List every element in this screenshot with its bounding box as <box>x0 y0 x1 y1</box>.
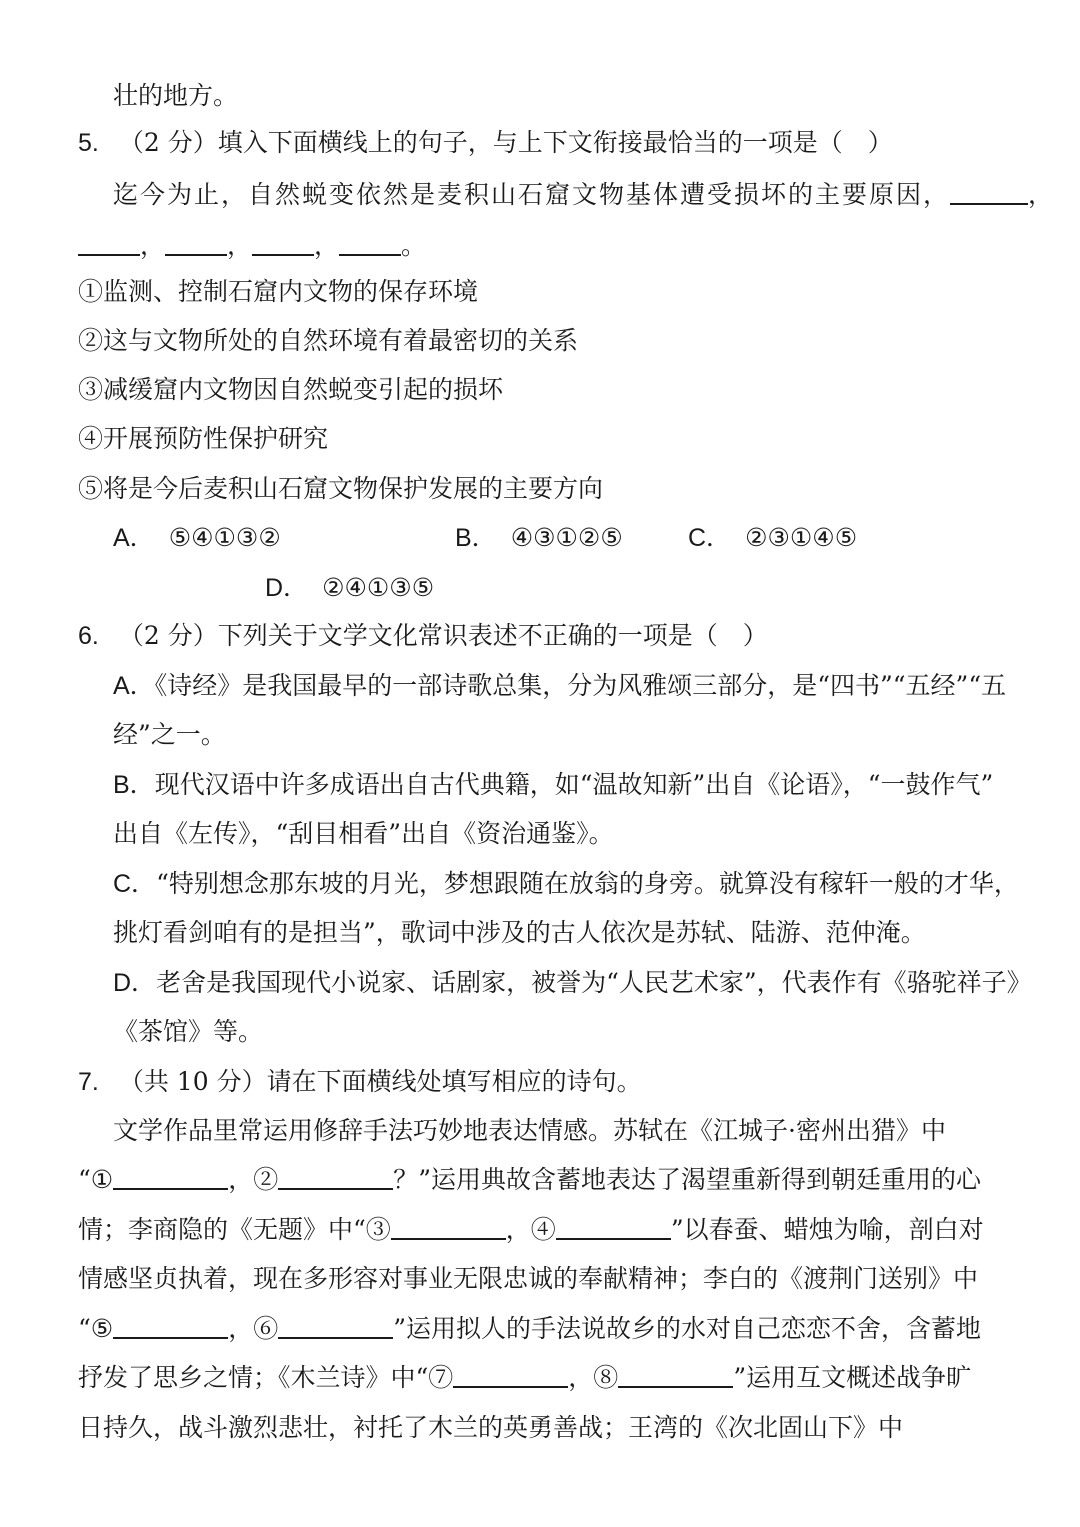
question-number: 7. <box>78 1068 99 1096</box>
q6-option-d-line1[interactable] <box>113 965 1032 1001</box>
option-letter: B． <box>455 524 497 552</box>
q7-paragraph-line1: 文学作品里常运用修辞手法巧妙地表达情感。苏轼在《江城子·密州出猎》中 <box>113 1116 946 1145</box>
q6-option-d-line2: 《茶馆》等。 <box>113 1017 264 1046</box>
option-text: “特别想念那东坡的月光，梦想跟随在放翁的身旁。就算没有稼轩一般的才华， <box>156 869 1019 898</box>
option-text: ⑤④①③② <box>168 523 281 552</box>
option-a[interactable] <box>113 520 281 556</box>
option-letter: C． <box>688 524 732 552</box>
answer-blank <box>339 230 401 256</box>
question-number: 5. <box>78 129 99 157</box>
option-letter: A． <box>113 672 155 700</box>
option-letter: C． <box>113 870 157 898</box>
sentence-5: ⑤将是今后麦积山石窟文物保护发展的主要方向 <box>78 474 604 503</box>
answer-blank <box>165 230 227 256</box>
question-6-stem <box>78 618 768 654</box>
answer-blank-8[interactable] <box>618 1362 733 1388</box>
question-text: （2 分）填入下面横线上的句子，与上下文衔接最恰当的一项是（ ） <box>118 128 893 157</box>
q6-option-b-line1[interactable] <box>113 767 993 803</box>
text-segment: 抒发了思乡之情；《木兰诗》中“⑦ <box>78 1363 454 1392</box>
sentence-1: ①监测、控制石窟内文物的保存环境 <box>78 277 479 306</box>
q7-paragraph-line2 <box>78 1162 981 1198</box>
option-c[interactable] <box>688 520 857 556</box>
punctuation: ， <box>1028 180 1056 209</box>
option-letter: B． <box>113 771 155 799</box>
text-segment: “① <box>78 1165 114 1194</box>
question-7-stem <box>78 1064 642 1100</box>
question-text: （共 10 分）请在下面横线处填写相应的诗句。 <box>118 1067 642 1096</box>
q7-paragraph-line7: 日持久，战斗激烈悲壮，衬托了木兰的英勇善战；王湾的《次北固山下》中 <box>78 1413 904 1442</box>
option-letter: D． <box>113 969 157 997</box>
option-text: ②④①③⑤ <box>322 573 435 602</box>
passage-text: 迄今为止，自然蜕变依然是麦积山石窟文物基体遭受损坏的主要原因， <box>113 180 951 209</box>
option-text: 现代汉语中许多成语出自古代典籍，如“温故知新”出自《论语》，“一鼓作气” <box>154 770 994 799</box>
question-text: （2 分）下列关于文学文化常识表述不正确的一项是（ ） <box>118 621 768 650</box>
question-5-passage-line2: ， ， ， 。 <box>78 228 426 264</box>
option-b[interactable] <box>455 520 623 556</box>
sentence-4: ④开展预防性保护研究 <box>78 424 329 453</box>
text-segment: ，⑧ <box>568 1363 619 1392</box>
answer-blank-3[interactable] <box>391 1214 506 1240</box>
q6-option-a-line1[interactable] <box>113 668 1006 704</box>
answer-blank-7[interactable] <box>453 1362 568 1388</box>
answer-blank-6[interactable] <box>278 1313 393 1339</box>
text-segment: ，④ <box>505 1215 556 1244</box>
carryover-text: 壮的地方。 <box>113 81 239 110</box>
q7-paragraph-line4: 情感坚贞执着，现在多形容对事业无限忠诚的奉献精神；李白的《渡荆门送别》中 <box>78 1264 979 1293</box>
question-5-stem <box>78 125 893 161</box>
question-number: 6. <box>78 622 99 650</box>
q7-paragraph-line6 <box>78 1360 971 1396</box>
text-segment: ”以春蚕、蜡烛为喻，剖白对 <box>670 1215 984 1244</box>
option-letter: A． <box>113 524 155 552</box>
answer-blank-5[interactable] <box>113 1313 228 1339</box>
q6-option-a-line2: 经”之一。 <box>113 720 226 749</box>
option-text: 《诗经》是我国最早的一部诗歌总集，分为风雅颂三部分，是“四书”“五经”“五 <box>154 671 1007 700</box>
text-segment: ，② <box>228 1165 279 1194</box>
sentence-3: ③减缓窟内文物因自然蜕变引起的损坏 <box>78 375 504 404</box>
text-segment: ？”运用典故含蓄地表达了渴望重新得到朝廷重用的心 <box>393 1165 982 1194</box>
answer-blank <box>252 230 314 256</box>
q7-paragraph-line5 <box>78 1311 981 1347</box>
text-segment: “⑤ <box>78 1314 114 1343</box>
text-segment: ，⑥ <box>228 1314 279 1343</box>
answer-blank-1[interactable] <box>113 1164 228 1190</box>
answer-blank <box>78 230 140 256</box>
answer-blank <box>950 179 1028 205</box>
q6-option-c-line1[interactable] <box>113 866 1019 902</box>
option-text: ②③①④⑤ <box>745 523 858 552</box>
option-text: 老舍是我国现代小说家、话剧家，被誉为“人民艺术家”，代表作有《骆驼祥子》 <box>156 968 1032 997</box>
q6-option-c-line2: 挑灯看剑咱有的是担当”，歌词中涉及的古人依次是苏轼、陆游、范仲淹。 <box>113 918 926 947</box>
question-5-passage-line1 <box>113 177 1055 213</box>
q6-option-b-line2: 出自《左传》，“刮目相看”出自《资治通鉴》。 <box>113 819 614 848</box>
q7-paragraph-line3 <box>78 1212 984 1248</box>
text-segment: ”运用拟人的手法说故乡的水对自己恋恋不舍，含蓄地 <box>393 1314 982 1343</box>
answer-blank-4[interactable] <box>556 1214 671 1240</box>
option-d[interactable] <box>265 570 434 606</box>
option-text: ④③①②⑤ <box>510 523 623 552</box>
option-letter: D． <box>265 574 309 602</box>
answer-blank-2[interactable] <box>278 1164 393 1190</box>
text-segment: 情；李商隐的《无题》中“③ <box>78 1215 391 1244</box>
sentence-2: ②这与文物所处的自然环境有着最密切的关系 <box>78 326 579 355</box>
text-segment: ”运用互文概述战争旷 <box>733 1363 972 1392</box>
